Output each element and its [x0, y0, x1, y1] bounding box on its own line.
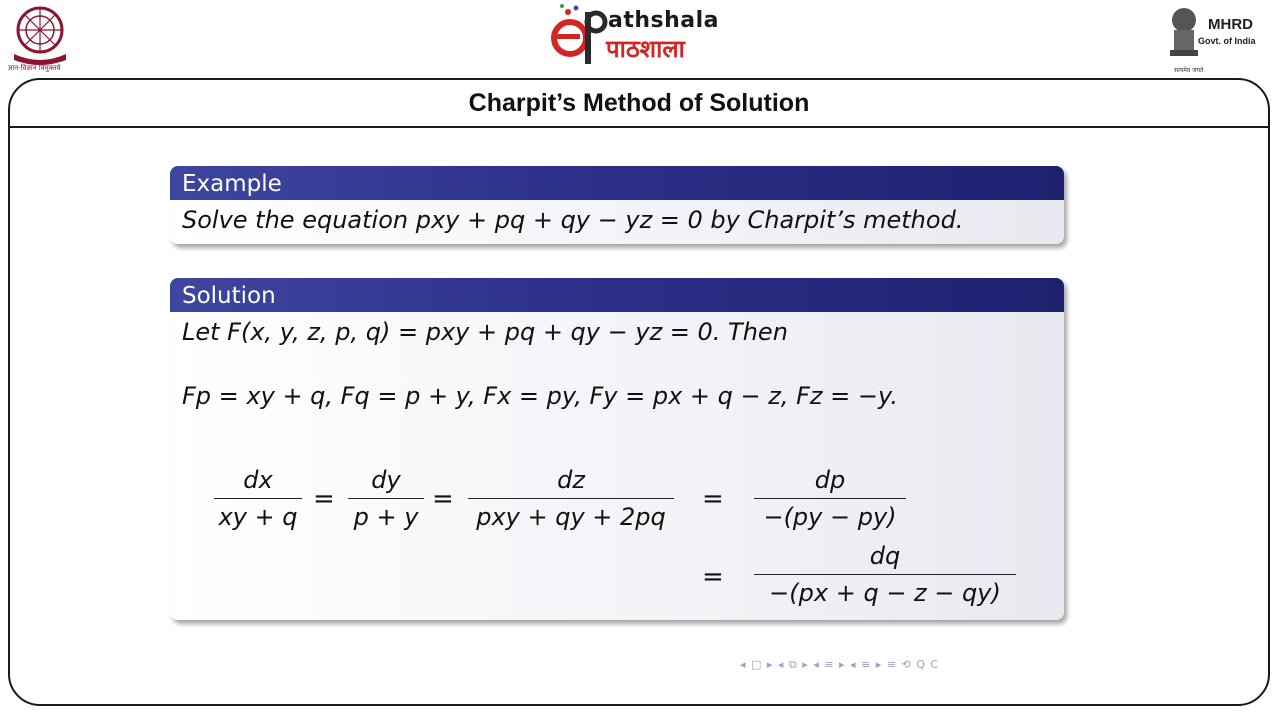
- mhrd-title: MHRD: [1208, 16, 1253, 33]
- fraction-numerator: dx: [214, 466, 302, 499]
- brand-name-hindi: पाठशाला: [606, 35, 685, 63]
- fraction-denominator: −(py − py): [763, 503, 897, 531]
- equals-sign: =: [432, 484, 454, 514]
- epathshala-logo: [548, 2, 748, 70]
- fraction-denominator: −(px + q − z − qy): [769, 579, 1001, 607]
- fraction-numerator: dy: [348, 466, 424, 499]
- solution-body: [170, 312, 1064, 620]
- equals-sign: =: [702, 562, 724, 592]
- fraction-numerator: dz: [468, 466, 674, 499]
- fraction-dz: [468, 466, 674, 531]
- example-heading: Example: [170, 166, 1064, 200]
- mhrd-logo: [1164, 6, 1274, 76]
- fraction-dp: [754, 466, 906, 531]
- epathshala-emblem-icon: [548, 2, 608, 70]
- equals-sign: =: [313, 484, 335, 514]
- beamer-navigation-bar[interactable]: ◂ □ ▸ ◂ ⧉ ▸ ◂ ≡ ▸ ◂ ≡ ▸ ≡ ⟲ Q C: [740, 658, 940, 671]
- fraction-denominator: p + y: [353, 503, 419, 531]
- brand-name-english: athshala: [608, 8, 720, 33]
- mhrd-subtitle: Govt. of India: [1198, 36, 1256, 46]
- fraction-dy: [348, 466, 424, 531]
- example-block: [170, 166, 1064, 244]
- solution-line-2: Fp = xy + q, Fq = p + y, Fx = py, Fy = px + q − z, Fz = −y.: [182, 382, 898, 410]
- example-text: Solve the equation pxy + pq + qy − yz = 0 by Charpit’s method.: [182, 206, 964, 234]
- ugc-logo-text: ज्ञान-विज्ञान विमुक्तये: [8, 64, 61, 72]
- national-emblem-icon: [1166, 6, 1202, 62]
- fraction-denominator: pxy + qy + 2pq: [476, 503, 666, 531]
- fraction-dq: [754, 542, 1016, 607]
- solution-block: [170, 278, 1064, 620]
- fraction-numerator: dq: [754, 542, 1016, 575]
- slide-title: Charpit’s Method of Solution: [10, 80, 1268, 128]
- ugc-emblem-icon: [6, 4, 74, 68]
- equals-sign: =: [702, 484, 724, 514]
- page-header: [0, 0, 1280, 80]
- example-body: [170, 200, 1064, 244]
- fraction-dx: [214, 466, 302, 531]
- mhrd-motto: सत्यमेव जयते: [1174, 67, 1204, 74]
- fraction-denominator: xy + q: [218, 503, 298, 531]
- solution-heading: Solution: [170, 278, 1064, 312]
- solution-line-1: Let F(x, y, z, p, q) = pxy + pq + qy − yz = 0. Then: [182, 318, 788, 346]
- slide-frame: [8, 78, 1270, 706]
- fraction-numerator: dp: [754, 466, 906, 499]
